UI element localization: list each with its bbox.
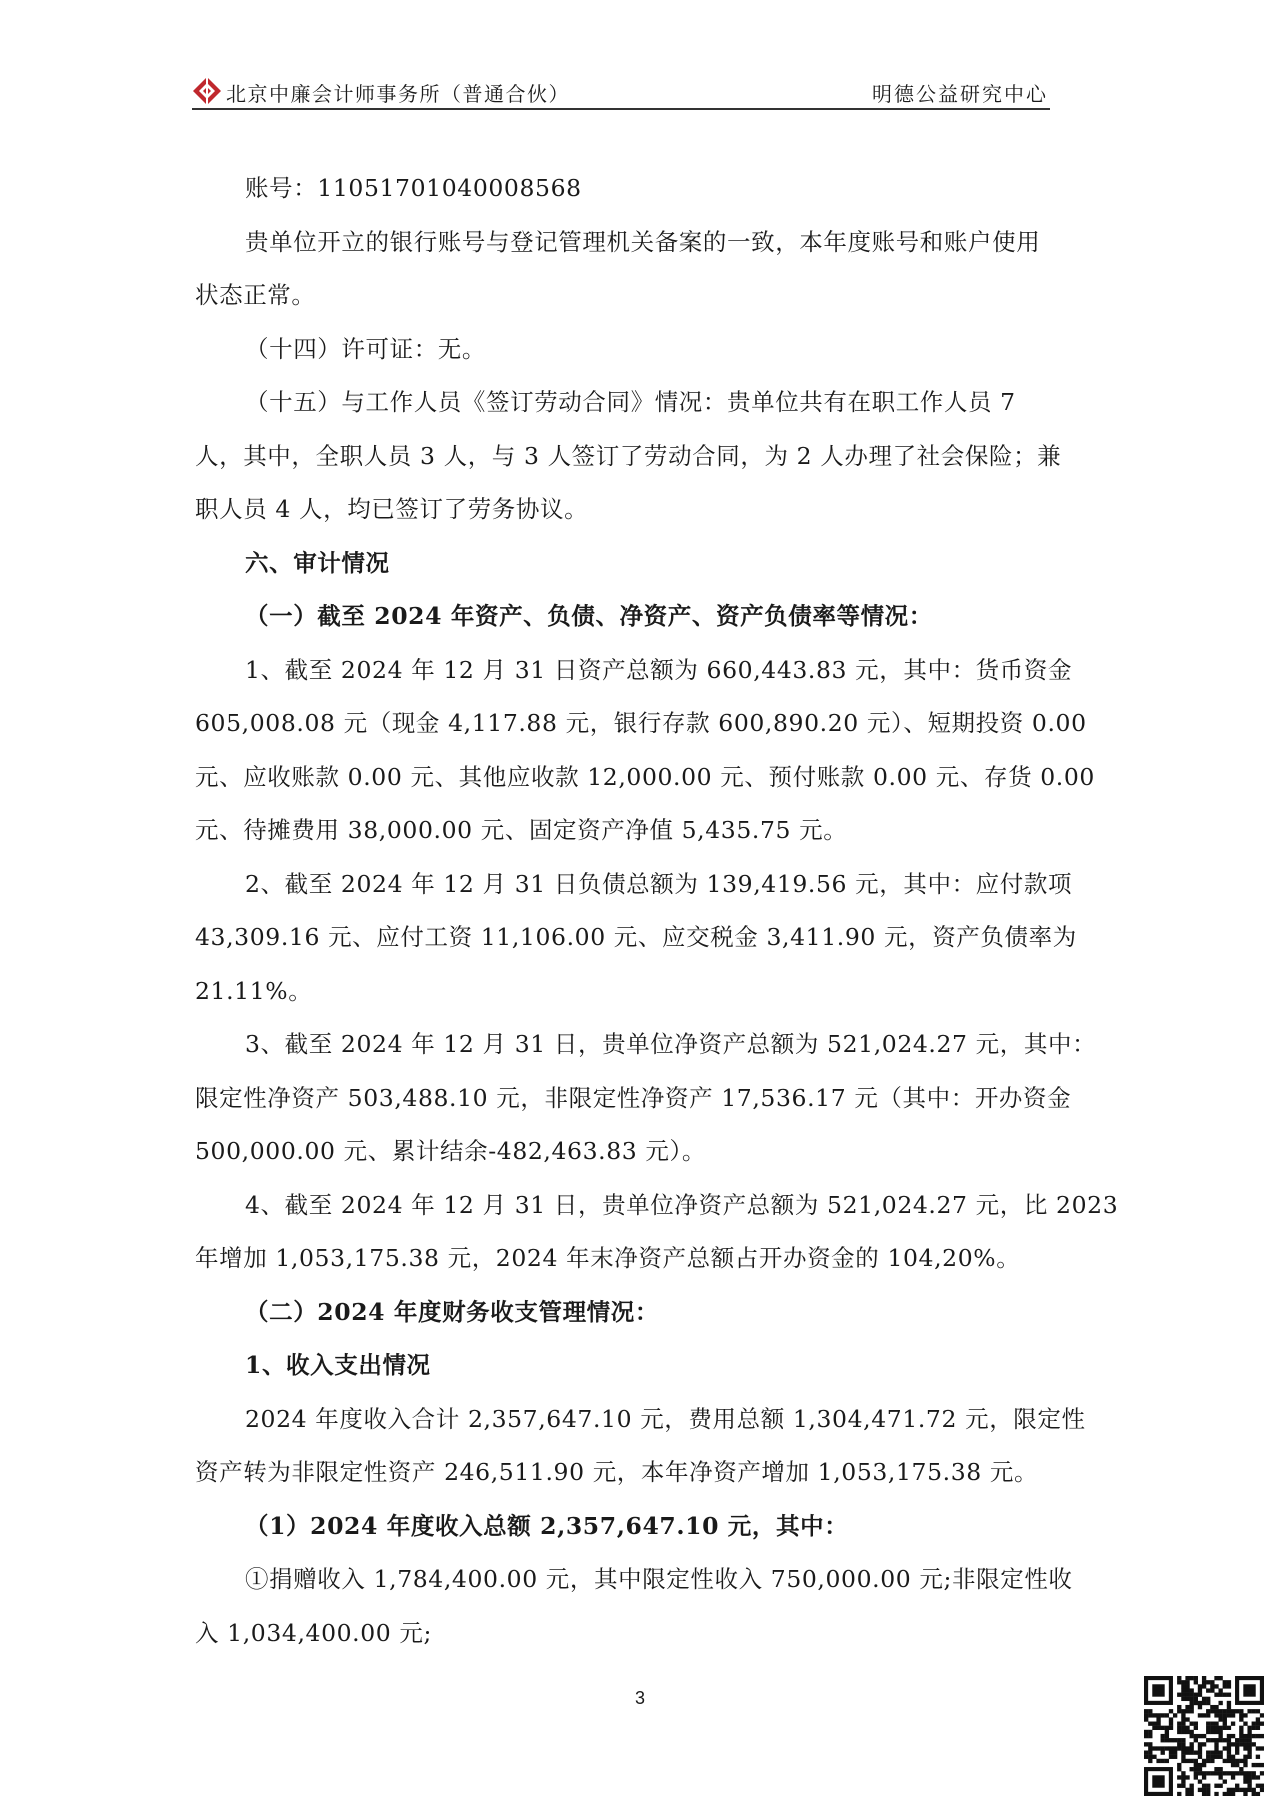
paragraph-line: 贵单位开立的银行账号与登记管理机关备案的一致，本年度账号和账户使用 <box>245 227 1041 256</box>
paragraph-line: 职人员 4 人，均已签订了劳务协议。 <box>195 495 589 523</box>
paragraph-line: （十四）许可证：无。 <box>245 334 486 363</box>
paragraph-line: （一）截至 2024 年资产、负债、净资产、资产负债率等情况： <box>245 602 933 630</box>
paragraph-line: 年增加 1,053,175.38 元，2024 年末净资产总额占开办资金的 104,20%。 <box>195 1244 1021 1272</box>
paragraph-line: ①捐赠收入 1,784,400.00 元，其中限定性收入 750,000.00 元;非限定性收 <box>245 1565 1073 1593</box>
paragraph-line: 2、截至 2024 年 12 月 31 日负债总额为 139,419.56 元，其中：应付款项 <box>245 869 1073 898</box>
qr-code <box>1144 1676 1264 1796</box>
paragraph-line: 3、截至 2024 年 12 月 31 日，贵单位净资产总额为 521,024.27 元，其中： <box>245 1030 1097 1058</box>
report-body <box>195 162 1119 1660</box>
client-name: 明德公益研究中心 <box>872 82 1048 106</box>
paragraph-line: 605,008.08 元（现金 4,117.88 元，银行存款 600,890.20 元）、短期投资 0.00 <box>195 709 1087 737</box>
paragraph-line: 资产转为非限定性资产 246,511.90 元，本年净资产增加 1,053,175.38 元。 <box>195 1458 1039 1486</box>
paragraph-line: 状态正常。 <box>195 281 316 309</box>
page-header <box>192 74 1050 110</box>
paragraph-line: 1、收入支出情况 <box>245 1351 431 1379</box>
page-number: 3 <box>634 1688 645 1708</box>
paragraph-line: 入 1,034,400.00 元; <box>195 1618 433 1647</box>
paragraph-line: 人，其中，全职人员 3 人，与 3 人签订了劳动合同，为 2 人办理了社会保险；兼 <box>195 441 1062 470</box>
paragraph-line: 限定性净资产 503,488.10 元，非限定性净资产 17,536.17 元（其中：开办资金 <box>195 1083 1072 1112</box>
paragraph-line: 21.11%。 <box>195 976 313 1005</box>
paragraph-line: 1、截至 2024 年 12 月 31 日资产总额为 660,443.83 元，其中：货币资金 <box>245 655 1073 684</box>
paragraph-line: 账号：11051701040008568 <box>245 174 582 202</box>
firm-logo-icon <box>192 76 222 106</box>
paragraph-line: （二）2024 年度财务收支管理情况： <box>245 1297 659 1326</box>
paragraph-line: 元、应收账款 0.00 元、其他应收款 12,000.00 元、预付账款 0.00 元、存货 0.00 <box>195 762 1095 791</box>
paragraph-line: 500,000.00 元、累计结余-482,463.83 元）。 <box>195 1137 706 1165</box>
paragraph-line: 4、截至 2024 年 12 月 31 日，贵单位净资产总额为 521,024.27 元，比 2023 <box>245 1190 1119 1219</box>
paragraph-line: 2024 年度收入合计 2,357,647.10 元，费用总额 1,304,471.72 元，限定性 <box>245 1404 1086 1433</box>
paragraph-line: （1）2024 年度收入总额 2,357,647.10 元，其中： <box>245 1511 849 1540</box>
firm-name: 北京中廉会计师事务所（普通合伙） <box>226 82 570 106</box>
paragraph-line: （十五）与工作人员《签订劳动合同》情况：贵单位共有在职工作人员 7 <box>245 388 1016 416</box>
paragraph-line: 43,309.16 元、应付工资 11,106.00 元、应交税金 3,411.90 元，资产负债率为 <box>195 923 1077 951</box>
paragraph-line: 元、待摊费用 38,000.00 元、固定资产净值 5,435.75 元。 <box>195 816 848 844</box>
qr-code-icon <box>1144 1676 1264 1796</box>
paragraph-line: 六、审计情况 <box>245 548 390 577</box>
